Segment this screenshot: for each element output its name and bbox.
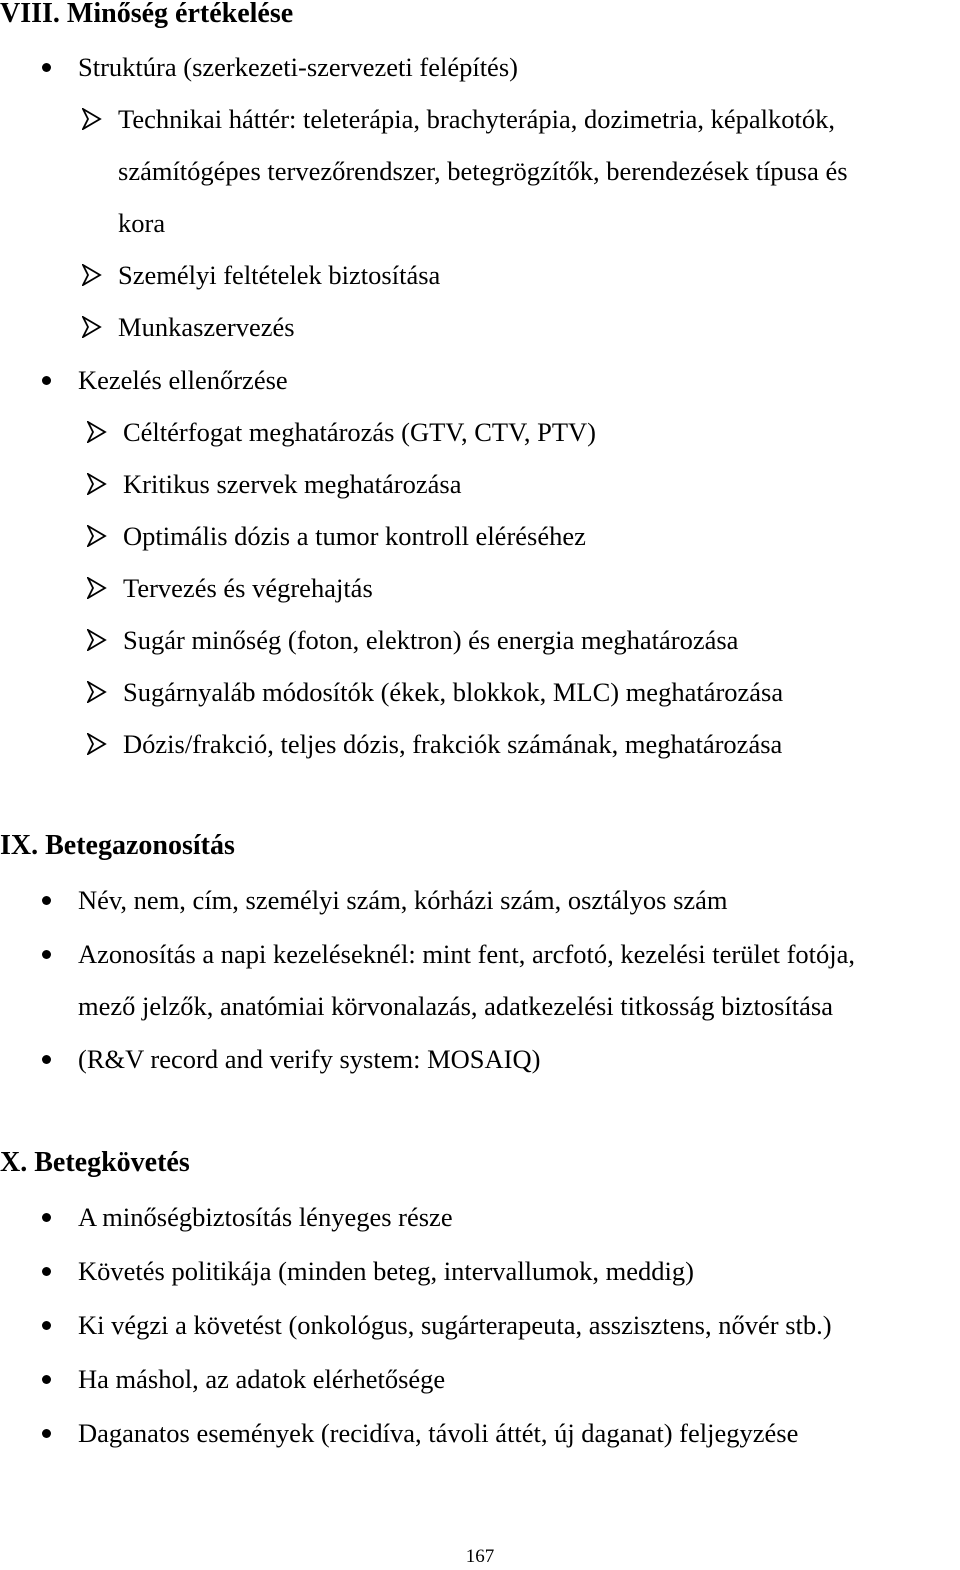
list-subitem-continuation: számítógépes tervezőrendszer, betegrögzítők, berendezések típusa és xyxy=(118,156,848,186)
bullet-dot xyxy=(42,1267,51,1276)
bullet-dot xyxy=(42,1375,51,1384)
list-item: Struktúra (szerkezeti-szervezeti felépítés) xyxy=(78,52,518,82)
list-item: Daganatos események (recidíva, távoli áttét, új daganat) feljegyzése xyxy=(78,1418,799,1448)
page-number: 167 xyxy=(465,1546,495,1567)
bullet-dot xyxy=(42,1213,51,1222)
bullet-dot xyxy=(42,1321,51,1330)
section-heading-ix: IX. Betegazonosítás xyxy=(0,830,235,861)
arrow-bullet-icon xyxy=(87,473,107,495)
arrow-bullet-icon xyxy=(82,108,102,130)
list-subitem: Technikai háttér: teleterápia, brachyterápia, dozimetria, képalkotók, xyxy=(118,104,835,134)
list-item: Ha máshol, az adatok elérhetősége xyxy=(78,1364,446,1394)
arrow-bullet-icon xyxy=(87,421,107,443)
list-subitem: Optimális dózis a tumor kontroll eléréséhez xyxy=(123,521,586,551)
list-subitem: Sugárnyaláb módosítók (ékek, blokkok, MLC) meghatározása xyxy=(123,677,784,707)
list-subitem: Kritikus szervek meghatározása xyxy=(123,469,462,499)
arrow-bullet-icon xyxy=(87,733,107,755)
list-item: Azonosítás a napi kezeléseknél: mint fent, arcfotó, kezelési terület fotója, xyxy=(78,939,856,969)
list-subitem: Dózis/frakció, teljes dózis, frakciók számának, meghatározása xyxy=(123,729,783,759)
list-item: A minőségbiztosítás lényeges része xyxy=(78,1202,453,1232)
list-subitem: Sugár minőség (foton, elektron) és energia meghatározása xyxy=(123,625,739,655)
list-subitem: Tervezés és végrehajtás xyxy=(123,573,373,603)
list-item: Kezelés ellenőrzése xyxy=(78,365,288,395)
list-subitem-continuation: kora xyxy=(118,208,166,238)
bullet-dot xyxy=(42,950,51,959)
section-heading-viii: VIII. Minőség értékelése xyxy=(0,0,294,29)
arrow-bullet-icon xyxy=(82,316,102,338)
list-item: Név, nem, cím, személyi szám, kórházi szám, osztályos szám xyxy=(78,885,728,915)
list-item: (R&V record and verify system: MOSAIQ) xyxy=(78,1044,541,1074)
list-subitem: Munkaszervezés xyxy=(118,312,295,342)
arrow-bullet-icon xyxy=(87,629,107,651)
bullet-dot xyxy=(42,1055,51,1064)
bullet-dot xyxy=(42,63,51,72)
bullet-dot xyxy=(42,896,51,905)
arrow-bullet-icon xyxy=(82,264,102,286)
list-subitem: Személyi feltételek biztosítása xyxy=(118,260,441,290)
bullet-dot xyxy=(42,1429,51,1438)
list-item: Követés politikája (minden beteg, intervallumok, meddig) xyxy=(78,1256,694,1286)
list-item: Ki végzi a követést (onkológus, sugárterapeuta, asszisztens, nővér stb.) xyxy=(78,1310,832,1340)
list-item-continuation: mező jelzők, anatómiai körvonalazás, adatkezelési titkosság biztosítása xyxy=(78,991,833,1021)
list-subitem: Céltérfogat meghatározás (GTV, CTV, PTV) xyxy=(123,417,596,447)
bullet-dot xyxy=(42,376,51,385)
arrow-bullet-icon xyxy=(87,577,107,599)
arrow-bullet-icon xyxy=(87,525,107,547)
arrow-bullet-icon xyxy=(87,681,107,703)
section-heading-x: X. Betegkövetés xyxy=(0,1147,190,1178)
